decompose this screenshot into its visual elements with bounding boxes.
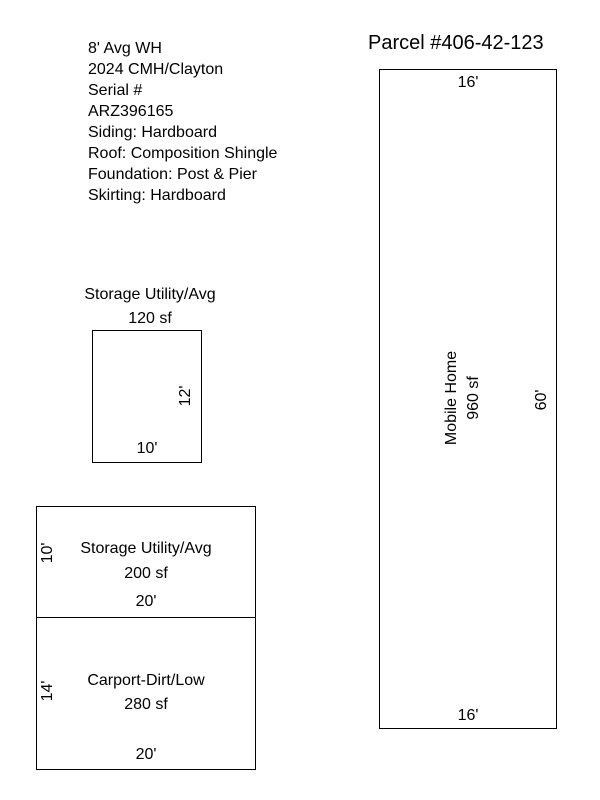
info-line: ARZ396165 xyxy=(88,103,174,120)
info-line: Foundation: Post & Pier xyxy=(88,166,257,183)
mobile-home-length: 60' xyxy=(533,389,550,411)
info-line: Serial # xyxy=(88,82,143,99)
storage-small-width: 10' xyxy=(136,440,158,457)
carport-area: 280 sf xyxy=(124,696,168,713)
carport-length: 14' xyxy=(39,680,56,702)
info-line: Skirting: Hardboard xyxy=(88,187,226,204)
storage-small-label: Storage Utility/Avg xyxy=(84,286,216,303)
mobile-home-width-top: 16' xyxy=(457,74,479,91)
storage-large-width: 20' xyxy=(135,593,157,610)
mobile-home-label: Mobile Home xyxy=(443,350,460,446)
info-line: Siding: Hardboard xyxy=(88,124,217,141)
storage-small-length: 12' xyxy=(177,385,194,407)
storage-small-area: 120 sf xyxy=(128,310,172,327)
info-line: 2024 CMH/Clayton xyxy=(88,61,224,78)
storage-large-length: 10' xyxy=(39,542,56,564)
parcel-number: Parcel #406-42-123 xyxy=(368,32,544,54)
mobile-home-area: 960 sf xyxy=(465,376,482,420)
carport-label: Carport-Dirt/Low xyxy=(87,672,205,689)
info-line: Roof: Composition Shingle xyxy=(88,145,278,162)
property-info xyxy=(88,38,277,206)
carport-width: 20' xyxy=(135,746,157,763)
storage-large-label: Storage Utility/Avg xyxy=(80,540,212,557)
storage-large-area: 200 sf xyxy=(124,565,168,582)
info-line: 8' Avg WH xyxy=(88,40,162,57)
mobile-home-width-bottom: 16' xyxy=(457,707,479,724)
